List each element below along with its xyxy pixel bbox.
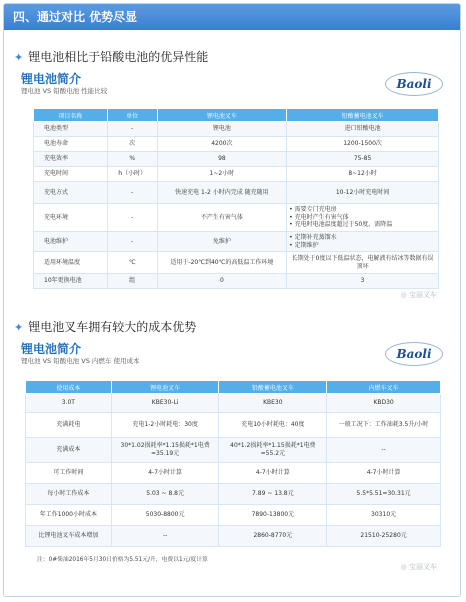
col-header: 锂电池叉车 <box>157 109 287 122</box>
table-row: 充满成本 30*1.02损耗率*1.15损耗*1电费=35.19元 40*1.2损耗率*1.15损耗*1电费=55.2元 -- <box>26 438 441 463</box>
panel-subtitle: 锂电池 VS 铅酸电池 VS 内燃车 使用成本 <box>21 357 140 365</box>
col-header: 锂电池叉车 <box>111 381 219 394</box>
wechat-icon: ◎ <box>400 563 407 571</box>
cost-comparison-panel <box>17 338 449 578</box>
baoli-logo: Baoli <box>385 342 443 366</box>
col-header: 项目名称 <box>34 109 108 122</box>
star-icon: ✦ <box>14 321 24 334</box>
baoli-logo: Baoli <box>385 72 443 96</box>
panel-subtitle: 锂电池 VS 铅酸电池 性能比较 <box>21 87 108 95</box>
table-row: 充满耗电 充电1-2小时耗电：30度 充电10小时耗电：40度 一般工况下：工作油耗3.5升/小时 <box>26 413 441 438</box>
performance-table <box>33 108 439 289</box>
table-row: 可工作时间 4-7小时计算 4-7小时计算 4-7小时计算 <box>26 463 441 484</box>
watermark: ◎ 宝丽叉车 <box>400 563 437 571</box>
table-row: 比锂电池叉车成本增加 -- 2860-8770元 21510-25280元 <box>26 526 441 547</box>
panel-title: 锂电池简介 <box>21 72 82 86</box>
table-row: 充电环境 - 不产生有害气体 • 需要专门充电房 • 充电时产生有害气体 • 充电时电池温度超过于50度，需降温 <box>34 204 439 232</box>
content-card <box>3 3 461 597</box>
table-row: 电池维护 - 免维护 • 定期补充蒸馏水 • 定期维护 <box>34 232 439 252</box>
cost-table <box>25 380 441 547</box>
wechat-icon: ◎ <box>400 291 407 299</box>
list-item: • 定期维护 <box>289 242 436 250</box>
table-header-row <box>34 109 439 122</box>
table-row: 充电时间 h（小时） 1~2小时 8~12小时 <box>34 167 439 182</box>
col-header: 单位 <box>107 109 157 122</box>
table-row: 10年更换电池 组 0 3 <box>34 274 439 289</box>
table-row: 适用环境温度 ℃ 适用于-20℃到40℃的高低温工作环境 长期处于0度以下低温状态，电解液有结冰等数据有误顶坏 <box>34 252 439 274</box>
table-row: 年工作1000小时成本 5030-8800元 7890-13800元 30310元 <box>26 505 441 526</box>
list-item: • 定期补充蒸馏水 <box>289 234 436 242</box>
li-vs-lead-panel <box>17 68 449 306</box>
section-header: 四、通过对比 优势尽显 <box>4 4 460 30</box>
section1-heading: ✦ 锂电池相比于铅酸电池的优异性能 <box>14 50 209 64</box>
col-header: 铅酸蓄电池叉车 <box>219 381 327 394</box>
list-item: • 充电时电池温度超过于50度，需降温 <box>289 221 436 229</box>
panel-title: 锂电池简介 <box>21 342 82 356</box>
section2-heading: ✦ 锂电池叉车拥有较大的成本优势 <box>14 320 197 334</box>
table-row: 每小时工作成本 5.03 ~ 8.8元 7.89 ~ 13.8元 5.5*5.51=30.31元 <box>26 484 441 505</box>
watermark: ◎ 宝丽叉车 <box>400 291 437 299</box>
list-item: • 充电时产生有害气体 <box>289 214 436 222</box>
table-row: 3.0T KBE30-Li KBE30 KBD30 <box>26 394 441 413</box>
footnote: 注：0#柴油2016年5月30日价格为5.51元/升，电费以1元/度计算 <box>37 557 208 563</box>
table-row: 电池寿命 次 4200次 1200-1500次 <box>34 137 439 152</box>
table-row: 电池类型 - 锂电池 进口铅酸电池 <box>34 122 439 137</box>
table-row: 充电效率 % 98 75-85 <box>34 152 439 167</box>
star-icon: ✦ <box>14 51 24 64</box>
table-row: 充电方式 - 快速充电 1-2 小时内完成 随充随用 10-12小时充电时间 <box>34 182 439 204</box>
list-item: • 需要专门充电房 <box>289 206 436 214</box>
col-header: 使用成本 <box>26 381 112 394</box>
col-header: 铅酸蓄电池叉车 <box>287 109 439 122</box>
table-header-row <box>26 381 441 394</box>
col-header: 内燃车叉车 <box>327 381 441 394</box>
